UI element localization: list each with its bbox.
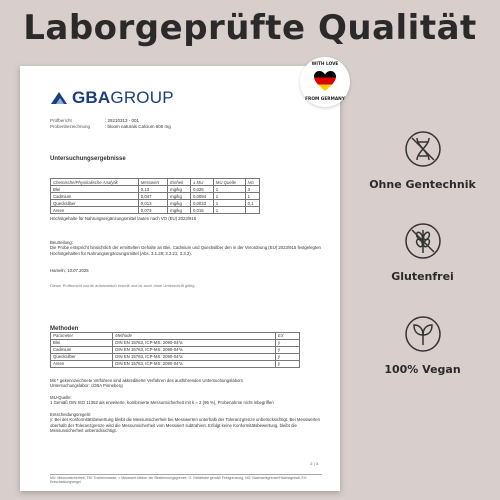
table-cell: y	[275, 339, 299, 346]
table-cell: Cadmium	[51, 346, 113, 353]
lab-report-document	[20, 66, 340, 491]
table-cell: 0,13	[138, 186, 167, 193]
table-cell: DIN EN 15763, ICP-MS: 2090-04*a	[113, 346, 276, 353]
table-header: MU Quelle	[213, 179, 245, 186]
table-cell: 1	[213, 207, 245, 214]
methods-title: Methoden	[50, 325, 79, 332]
table-cell: 0,1	[245, 200, 259, 207]
feature-vegan	[345, 315, 500, 376]
methods-table	[50, 332, 300, 368]
table-cell: 1	[213, 193, 245, 200]
table-row	[51, 186, 260, 193]
table-cell: mg/kg	[168, 193, 191, 200]
mu-text: 1 Gemäß DIN ISO 11352 als erweiterte, kombinierte Messunsicherheit mit k = 2 (95 %), Probenahme nicht inbegriffen	[50, 400, 274, 405]
gba-logo-text: GBAGROUP	[72, 88, 174, 107]
feature-label: Glutenfrei	[391, 270, 454, 283]
table-row	[51, 193, 260, 200]
signature-note: Dieser Prüfbericht wurde automatisch erstellt und ist auch ohne Unterschrift gültig.	[50, 282, 196, 288]
table-cell: 0,015	[190, 207, 213, 214]
decision-title: Entscheidungsregeln:	[50, 411, 92, 417]
table-cell: Quecksilber	[51, 200, 139, 207]
wheat-icon	[404, 222, 442, 260]
table-row	[51, 353, 300, 360]
results-table	[50, 178, 260, 214]
table-cell: Cadmium	[51, 193, 139, 200]
table-cell: y	[275, 346, 299, 353]
assessment-text: Die Probe entspricht hinsichtlich der ermittelten Gehalte an Blei, Cadmium und Quecksilber den in der Verordnung (EU) 2023/915 festgelegten Höchstgehalten für Nahrungsergänzungsmittel (Abs. 3.1.28; 3.2.21; 3.3.2).	[50, 245, 321, 256]
table-cell: 3	[245, 186, 259, 193]
table-header: NG	[245, 179, 259, 186]
results-title: Untersuchungsergebnisse	[50, 156, 126, 162]
gba-logo-icon	[50, 91, 68, 105]
table-row	[51, 360, 300, 367]
feature-label: 100% Vegan	[384, 363, 461, 376]
leaf-icon	[404, 315, 442, 353]
table-cell: 0,0033	[190, 200, 213, 207]
table-cell: 0,026	[190, 186, 213, 193]
german-heart-flag-icon	[313, 70, 337, 92]
page-number: 2 | 3	[310, 461, 318, 466]
feature-glutenfrei	[345, 222, 500, 283]
table-row	[51, 207, 260, 214]
table-header: EX	[275, 332, 299, 339]
table-header: Methode	[113, 332, 276, 339]
table-cell: Blei	[51, 186, 139, 193]
field-key: Probenbezeichnung	[50, 124, 91, 129]
gba-logo	[50, 88, 322, 108]
mu-title: MU-Quelle:	[50, 394, 72, 400]
table-cell: Blei	[51, 339, 113, 346]
table-cell	[245, 207, 259, 214]
field-value: : 25210313 - 001	[105, 118, 140, 123]
decision-text: y: Bei der Konformitätsbewertung bleibt die Messunsicherheit bei Messwerten unterhalb der Toleranzgrenze unberücksichtigt. Bei Messwerten oberhalb der Toleranzgrenze wird die Messunsicherheit vom Messwert subtrahiert. Erfolgt keine Konformitätsbewertung, bleibt die Messunsicherheit unberücksichtigt.	[50, 417, 321, 433]
table-cell: 1	[213, 200, 245, 207]
made-in-germany-badge	[300, 57, 350, 107]
table-header: Messwert	[138, 179, 167, 186]
table-header-row	[51, 332, 300, 339]
feature-label: Ohne Gentechnik	[369, 178, 476, 191]
table-header: Einheit	[168, 179, 191, 186]
table-cell: 0,0094	[190, 193, 213, 200]
table-row	[51, 200, 260, 207]
headline: Laborgeprüfte Qualität	[23, 8, 477, 48]
table-cell: 0,047	[138, 193, 167, 200]
table-cell: 0,073	[138, 207, 167, 214]
dna-icon	[404, 130, 442, 168]
table-cell: DIN EN 15763, ICP-MS: 2090-04*a	[113, 360, 276, 367]
table-cell: 1	[245, 193, 259, 200]
table-cell: mg/kg	[168, 207, 191, 214]
table-cell: DIN EN 15763, ICP-MS: 2090-04*a	[113, 353, 276, 360]
badge-bottom-text: FROM GERMANY	[305, 97, 345, 102]
footer-text: MU: Messunsicherheit, TM: Trockenmasse, < Messwert kleiner der Bestimmungsgrenze, G: Gebietsbe gemäß Feldgrenzung, NG: Nachweisgrenze/Höchstgehalt, EX: Entscheidungsregel	[50, 476, 308, 484]
assessment-title: Beurteilung:	[50, 239, 73, 245]
table-row	[51, 346, 300, 353]
badge-top-text: WITH LOVE	[311, 62, 339, 67]
accreditation-note: Mit * gekennzeichnete Verfahren sind akkreditierte Verfahren des ausführenden Untersuchungslabors	[50, 377, 244, 383]
table-header: ± MU	[190, 179, 213, 186]
table-header-row	[51, 179, 260, 186]
field-key: Prüfbericht	[50, 118, 72, 123]
place-date: Hameln, 10.07.2025	[50, 268, 89, 273]
table-cell: Arsen	[51, 207, 139, 214]
table-cell: y	[275, 353, 299, 360]
feature-ohne-gentechnik	[345, 130, 500, 191]
field-value: : bloom naturals Calcium 600 mg	[105, 124, 171, 129]
table-cell: Quecksilber	[51, 353, 113, 360]
table-cell: 1	[213, 186, 245, 193]
table-cell: Arsen	[51, 360, 113, 367]
table-header: Chemische/Physikalische Analytik	[51, 179, 139, 186]
lab-note: Untersuchungslabor: cGBA Pinneberg	[50, 383, 123, 388]
footer-divider	[50, 474, 322, 475]
table-cell: y	[275, 360, 299, 367]
table-header: Parameter	[51, 332, 113, 339]
table-cell: mg/kg	[168, 200, 191, 207]
table-row	[51, 339, 300, 346]
limits-note: Höchstgehalte für Nahrungsergänzungsmittel lauten nach VO (EU) 2023/915	[50, 216, 197, 221]
table-cell: DIN EN 15763, ICP-MS: 2090-04*a	[113, 339, 276, 346]
report-fields	[50, 118, 322, 130]
table-cell: mg/kg	[168, 186, 191, 193]
table-cell: 0,013	[138, 200, 167, 207]
